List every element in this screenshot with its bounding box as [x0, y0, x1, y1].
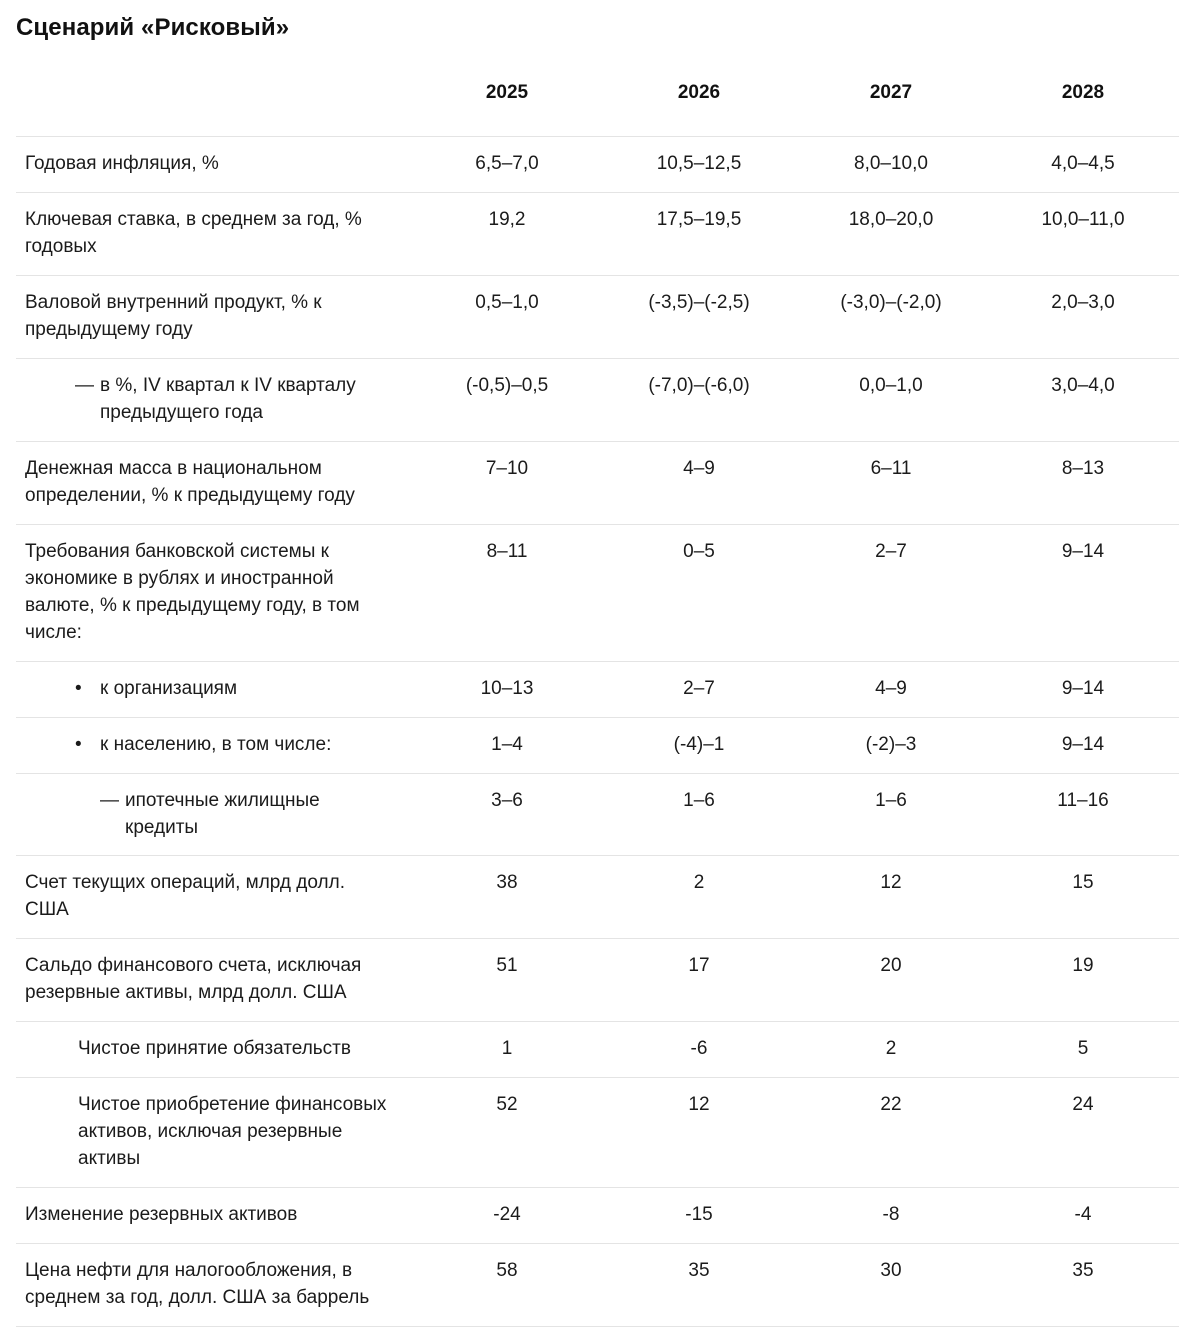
- row-label: Чистое принятие обязательств: [78, 1038, 351, 1060]
- value-cell: 9–14: [987, 524, 1179, 661]
- row-label-cell: [16, 1022, 411, 1078]
- value-cell: 22: [795, 1078, 987, 1188]
- value-cell: 4,0–4,5: [987, 137, 1179, 193]
- value-cell: 10,5–12,5: [603, 137, 795, 193]
- bullet-marker-icon: •: [75, 733, 82, 755]
- table-row: [16, 524, 1179, 661]
- value-cell: 24: [987, 1078, 1179, 1188]
- row-label: Ключевая ставка, в среднем за год, % годовых: [25, 208, 362, 257]
- value-cell: (-2)–3: [795, 717, 987, 773]
- row-label: Цена нефти для налогообложения, в среднем за год, долл. США за баррель: [25, 1260, 370, 1309]
- year-header-2025: 2025: [485, 82, 529, 103]
- value-cell: 8–11: [411, 524, 603, 661]
- value-cell: 4–9: [603, 441, 795, 524]
- value-cell: 58: [411, 1244, 603, 1327]
- value-cell: 35: [987, 1244, 1179, 1327]
- row-label: Денежная масса в национальном определении, % к предыдущему году: [25, 457, 355, 506]
- table-row: [16, 137, 1179, 193]
- row-label-cell: [16, 358, 411, 441]
- value-cell: -4: [987, 1188, 1179, 1244]
- dash-marker-icon: —: [100, 789, 119, 811]
- value-cell: 1–6: [603, 773, 795, 856]
- table-row: [16, 1022, 1179, 1078]
- table-row: [16, 1244, 1179, 1327]
- year-header-2026: 2026: [677, 82, 721, 103]
- row-label-cell: [16, 137, 411, 193]
- value-cell: 2: [603, 856, 795, 939]
- value-cell: -15: [603, 1188, 795, 1244]
- row-label: ипотечные жилищные кредиты: [125, 789, 320, 838]
- value-cell: -24: [411, 1188, 603, 1244]
- value-cell: 9–14: [987, 661, 1179, 717]
- row-label: к организациям: [100, 677, 238, 699]
- value-cell: 12: [795, 856, 987, 939]
- row-label: Изменение резервных активов: [25, 1204, 298, 1226]
- value-cell: -6: [603, 1022, 795, 1078]
- table-row: [16, 939, 1179, 1022]
- page-title: Сценарий «Рисковый»: [16, 14, 290, 41]
- table-row: [16, 856, 1179, 939]
- value-cell: 6–11: [795, 441, 987, 524]
- value-cell: 6,5–7,0: [411, 137, 603, 193]
- year-header-2028: 2028: [1061, 82, 1105, 103]
- value-cell: 19: [987, 939, 1179, 1022]
- row-label: Счет текущих операций, млрд долл. США: [25, 872, 345, 921]
- table-row: [16, 192, 1179, 275]
- value-cell: 52: [411, 1078, 603, 1188]
- row-label: к населению, в том числе:: [100, 733, 332, 755]
- value-cell: 19,2: [411, 192, 603, 275]
- value-cell: 0,0–1,0: [795, 358, 987, 441]
- row-label-cell: [16, 939, 411, 1022]
- value-cell: 4–9: [795, 661, 987, 717]
- value-cell: 18,0–20,0: [795, 192, 987, 275]
- value-cell: 17,5–19,5: [603, 192, 795, 275]
- value-cell: 10–13: [411, 661, 603, 717]
- value-cell: 15: [987, 856, 1179, 939]
- value-cell: 0,5–1,0: [411, 275, 603, 358]
- scenario-table: [16, 68, 1179, 1327]
- value-cell: 2–7: [603, 661, 795, 717]
- table-row: [16, 717, 1179, 773]
- year-header-2027: 2027: [869, 82, 913, 103]
- table-row: [16, 1188, 1179, 1244]
- table-row: [16, 441, 1179, 524]
- value-cell: (-0,5)–0,5: [411, 358, 603, 441]
- value-cell: -8: [795, 1188, 987, 1244]
- value-cell: 51: [411, 939, 603, 1022]
- value-cell: (-3,5)–(-2,5): [603, 275, 795, 358]
- row-label-cell: [16, 717, 411, 773]
- value-cell: 1–6: [795, 773, 987, 856]
- header-empty-cell: [16, 68, 411, 137]
- value-cell: 3,0–4,0: [987, 358, 1179, 441]
- row-label-cell: [16, 441, 411, 524]
- row-label-cell: [16, 192, 411, 275]
- row-label-cell: [16, 524, 411, 661]
- dash-marker-icon: —: [75, 374, 94, 396]
- row-label: Сальдо финансового счета, исключая резервные активы, млрд долл. США: [25, 955, 362, 1004]
- value-cell: 38: [411, 856, 603, 939]
- row-label: Годовая инфляция, %: [25, 153, 219, 174]
- table-row: [16, 358, 1179, 441]
- value-cell: 8–13: [987, 441, 1179, 524]
- value-cell: 10,0–11,0: [987, 192, 1179, 275]
- row-label-cell: [16, 275, 411, 358]
- value-cell: 30: [795, 1244, 987, 1327]
- row-label-cell: [16, 773, 411, 856]
- table-row: [16, 773, 1179, 856]
- row-label-cell: [16, 661, 411, 717]
- row-label: Валовой внутренний продукт, % к предыдущему году: [25, 291, 322, 340]
- table-row: [16, 275, 1179, 358]
- row-label: Чистое приобретение финансовых активов, исключая резервные активы: [78, 1094, 387, 1170]
- value-cell: 1: [411, 1022, 603, 1078]
- header-row: [16, 68, 1179, 137]
- value-cell: 2,0–3,0: [987, 275, 1179, 358]
- value-cell: 1–4: [411, 717, 603, 773]
- value-cell: 5: [987, 1022, 1179, 1078]
- value-cell: (-7,0)–(-6,0): [603, 358, 795, 441]
- value-cell: 9–14: [987, 717, 1179, 773]
- row-label: в %, IV квартал к IV кварталу предыдущего года: [100, 374, 356, 423]
- table-row: [16, 661, 1179, 717]
- value-cell: 2: [795, 1022, 987, 1078]
- table-row: [16, 1078, 1179, 1188]
- value-cell: (-4)–1: [603, 717, 795, 773]
- value-cell: 20: [795, 939, 987, 1022]
- row-label-cell: [16, 1078, 411, 1188]
- value-cell: 12: [603, 1078, 795, 1188]
- value-cell: 35: [603, 1244, 795, 1327]
- value-cell: 11–16: [987, 773, 1179, 856]
- value-cell: 7–10: [411, 441, 603, 524]
- value-cell: 2–7: [795, 524, 987, 661]
- value-cell: (-3,0)–(-2,0): [795, 275, 987, 358]
- value-cell: 17: [603, 939, 795, 1022]
- row-label-cell: [16, 1244, 411, 1327]
- row-label-cell: [16, 856, 411, 939]
- value-cell: 0–5: [603, 524, 795, 661]
- row-label-cell: [16, 1188, 411, 1244]
- value-cell: 8,0–10,0: [795, 137, 987, 193]
- row-label: Требования банковской системы к экономике в рублях и иностранной валюте, % к предыдущему году, в том числе:: [25, 540, 360, 643]
- value-cell: 3–6: [411, 773, 603, 856]
- bullet-marker-icon: •: [75, 677, 82, 699]
